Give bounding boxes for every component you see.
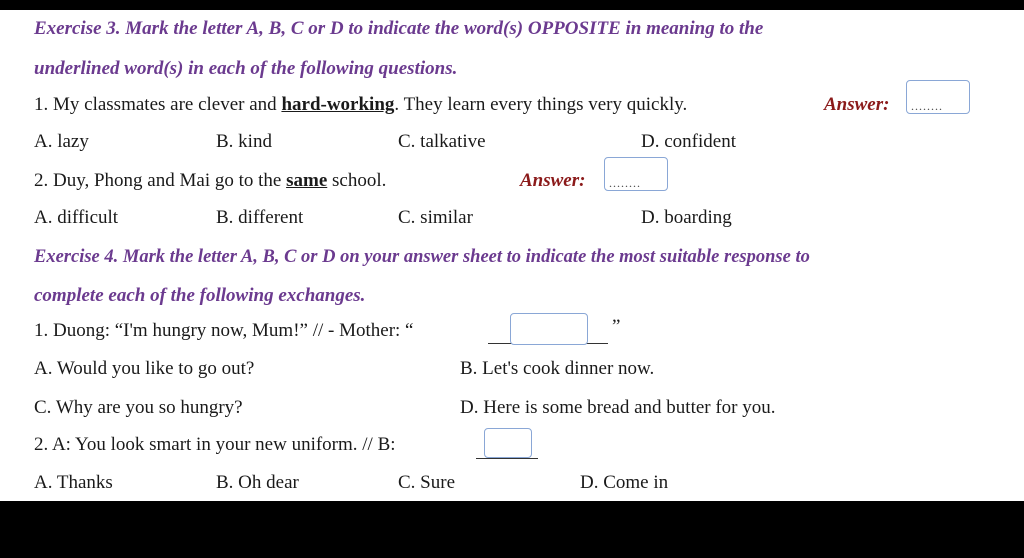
worksheet-page <box>0 10 1024 501</box>
question-text: school. <box>327 170 387 191</box>
answer-blank-line <box>476 458 538 459</box>
answer-box[interactable] <box>484 428 532 458</box>
underlined-word: same <box>286 170 328 191</box>
question-text: . They learn every things very quickly. <box>394 94 688 115</box>
option-c[interactable]: C. similar <box>398 207 473 228</box>
option-b[interactable]: B. different <box>216 207 304 228</box>
option-d[interactable]: D. Come in <box>580 472 669 493</box>
option-a[interactable]: A. lazy <box>34 131 89 152</box>
option-c[interactable]: C. talkative <box>398 131 486 152</box>
top-black-bar <box>0 0 1024 10</box>
exercise-4-title-line-2: complete each of the following exchanges. <box>34 285 366 306</box>
option-c[interactable]: C. Why are you so hungry? <box>34 397 243 418</box>
ex4-question-2: 2. A: You look smart in your new uniform. // B: <box>34 434 396 455</box>
exercise-4-title-line-1: Exercise 4. Mark the letter A, B, C or D on your answer sheet to indicate the most suitable response to <box>34 247 810 267</box>
option-d[interactable]: D. Here is some bread and butter for you. <box>460 397 776 418</box>
option-b[interactable]: B. kind <box>216 131 272 152</box>
underlined-word: hard-working <box>281 94 395 115</box>
ex4-question-1: 1. Duong: “I'm hungry now, Mum!” // - Mother: “ <box>34 320 414 341</box>
option-b[interactable]: B. Let's cook dinner now. <box>460 358 655 379</box>
question-text: 2. Duy, Phong and Mai go to the <box>34 170 287 191</box>
exercise-3-title-line-1: Exercise 3. Mark the letter A, B, C or D to indicate the word(s) OPPOSITE in meaning to the <box>34 18 764 39</box>
bottom-black-bar <box>0 501 1024 558</box>
answer-dots: ........ <box>911 99 943 113</box>
closing-quote: ” <box>612 316 621 337</box>
answer-label: Answer: <box>520 170 586 191</box>
option-d[interactable]: D. confident <box>641 131 736 152</box>
answer-box[interactable] <box>604 157 668 191</box>
ex3-question-2 <box>34 170 386 192</box>
answer-label: Answer: <box>824 94 890 115</box>
question-text: 1. My classmates are clever and <box>34 94 282 115</box>
exercise-3-title-line-2: underlined word(s) in each of the following questions. <box>34 58 458 79</box>
ex3-question-1 <box>34 94 687 116</box>
option-d[interactable]: D. boarding <box>641 207 732 228</box>
option-a[interactable]: A. Thanks <box>34 472 113 493</box>
answer-box[interactable] <box>510 313 588 345</box>
option-a[interactable]: A. Would you like to go out? <box>34 358 255 379</box>
option-a[interactable]: A. difficult <box>34 207 119 228</box>
answer-dots: ........ <box>609 176 641 190</box>
option-c[interactable]: C. Sure <box>398 472 455 493</box>
option-b[interactable]: B. Oh dear <box>216 472 299 493</box>
answer-box[interactable] <box>906 80 970 114</box>
